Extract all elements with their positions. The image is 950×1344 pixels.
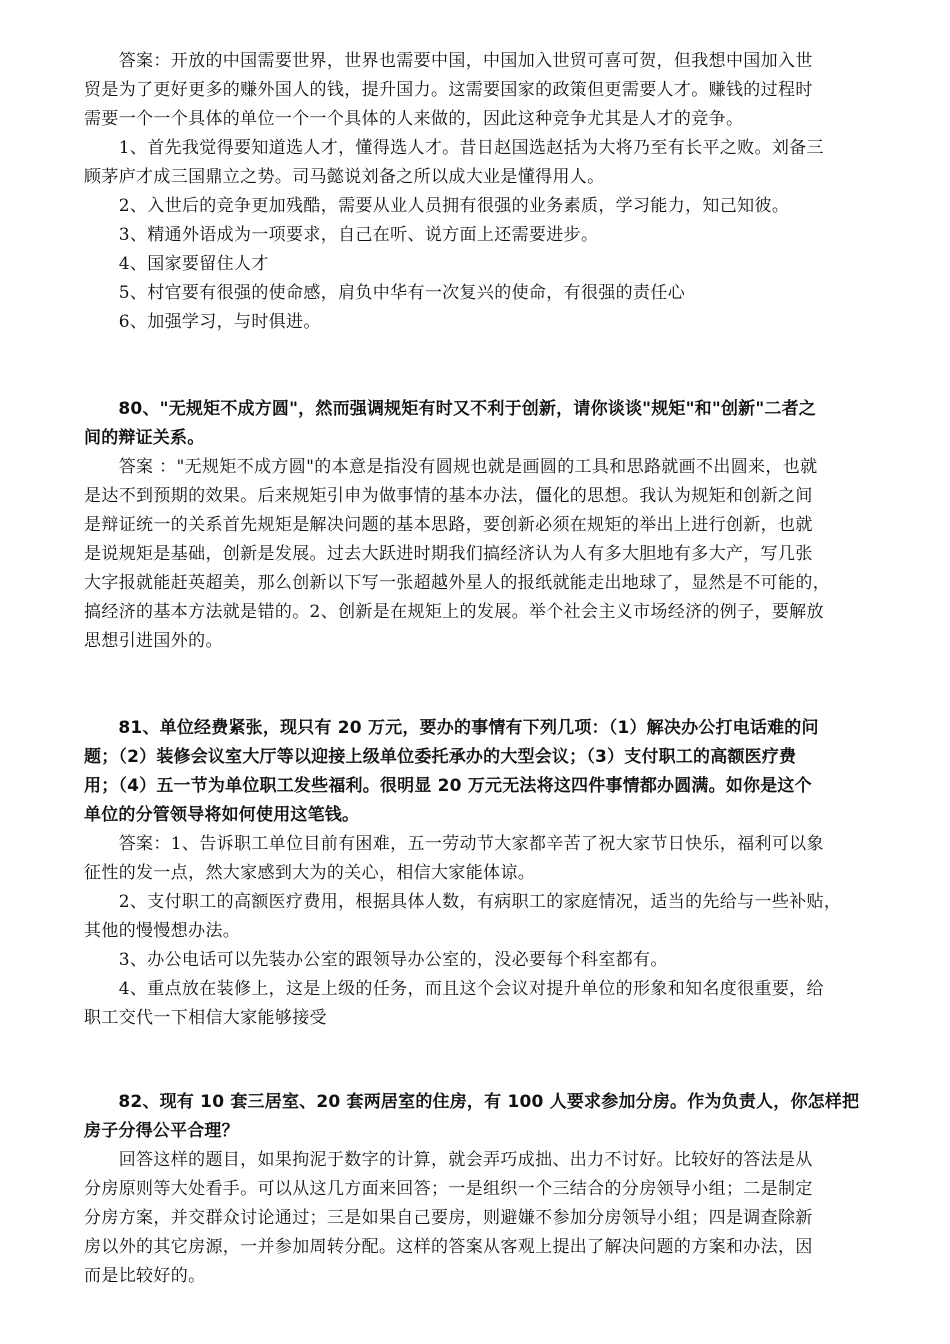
- text-line: 而是比较好的。: [84, 1266, 206, 1286]
- spacer: [84, 656, 882, 714]
- text-line: 回答这样的题目，如果拘泥于数字的计算，就会弄巧成拙、出力不讨好。比较好的答法是从: [84, 1150, 813, 1170]
- question-line: 81、单位经费紧张，现只有 20 万元，要办的事情有下列几项：（1）解决办公打电话难的问: [84, 718, 819, 738]
- text-line: 大字报就能赶英超美，那么创新以下写一张超越外星人的报纸就能走出地球了，显然是不可能的，: [84, 573, 831, 593]
- text-line: 6、加强学习，与时俱进。: [84, 312, 321, 332]
- text-line: 需要一个一个具体的单位一个一个具体的人来做的，因此这种竞争尤其是人才的竞争。: [84, 109, 744, 129]
- answer-80: [84, 453, 882, 656]
- question-81: [84, 714, 882, 830]
- question-line: 单位的分管领导将如何使用这笔钱。: [84, 805, 360, 825]
- spacer: [84, 1033, 882, 1088]
- text-line: 答案：1、告诉职工单位目前有困难，五一劳动节大家都辛苦了祝大家节日快乐，福利可以象: [84, 834, 824, 854]
- text-line: 4、重点放在装修上，这是上级的任务，而且这个会议对提升单位的形象和知名度很重要，给: [84, 979, 824, 999]
- text-line: 2、支付职工的高额医疗费用，根据具体人数，有病职工的家庭情况，适当的先给与一些补贴，: [84, 892, 842, 912]
- spacer: [84, 337, 882, 395]
- text-line: 是说规矩是基础，创新是发展。过去大跃进时期我们搞经济认为人有多大胆地有多大产，写几张: [84, 544, 813, 564]
- question-line: 间的辩证关系。: [84, 428, 205, 448]
- text-line: 分房原则等大处看手。可以从这几方面来回答；一是组织一个三结合的分房领导小组；二是制定: [84, 1179, 813, 1199]
- question-line: 题；（2）装修会议室大厅等以迎接上级单位委托承办的大型会议；（3）支付职工的高额医疗费: [84, 747, 797, 767]
- text-line: 3、办公电话可以先装办公室的跟领导办公室的，没必要每个科室都有。: [84, 950, 668, 970]
- text-line: 4、国家要留住人才: [84, 254, 269, 274]
- text-line: 是辩证统一的关系首先规矩是解决问题的基本思路，要创新必须在规矩的举出上进行创新，也就: [84, 515, 813, 535]
- question-82: [84, 1088, 882, 1146]
- text-line: 答案 ："无规矩不成方圆"的本意是指没有圆规也就是画圆的工具和思路就画不出圆来，也就: [84, 457, 818, 477]
- answer-82: [84, 1146, 882, 1291]
- text-line: 房以外的其它房源，一并参加周转分配。这样的答案从客观上提出了解决问题的方案和办法，因: [84, 1237, 813, 1257]
- question-line: 82、现有 10 套三居室、20 套两居室的住房，有 100 人要求参加分房。作为负责人，你怎样把: [84, 1092, 860, 1112]
- text-line: 答案：开放的中国需要世界，世界也需要中国，中国加入世贸可喜可贺，但我想中国加入世: [84, 51, 813, 71]
- text-line: 3、精通外语成为一项要求，自己在听、说方面上还需要进步。: [84, 225, 599, 245]
- text-line: 职工交代一下相信大家能够接受: [84, 1008, 327, 1028]
- text-line: 思想引进国外的。: [84, 631, 223, 651]
- text-line: 其他的慢慢想办法。: [84, 921, 241, 941]
- text-line: 是达不到预期的效果。后来规矩引申为做事情的基本办法，僵化的思想。我认为规矩和创新之间: [84, 486, 813, 506]
- text-line: 搞经济的基本方法就是错的。2、创新是在规矩上的发展。举个社会主义市场经济的例子，要解放: [84, 602, 824, 622]
- answer-81: [84, 830, 882, 1033]
- text-line: 2、入世后的竞争更加残酷，需要从业人员拥有很强的业务素质，学习能力，知己知彼。: [84, 196, 790, 216]
- question-line: 80、"无规矩不成方圆"，然而强调规矩有时又不利于创新，请你谈谈"规矩"和"创新"二者之: [84, 399, 816, 419]
- text-line: 征性的发一点，然大家感到大为的关心，相信大家能体谅。: [84, 863, 536, 883]
- question-line: 用；（4）五一节为单位职工发些福利。很明显 20 万元无法将这四件事情都办圆满。如你是这个: [84, 776, 812, 796]
- question-line: 房子分得公平合理？: [84, 1121, 239, 1141]
- answer-79: [84, 47, 882, 337]
- text-line: 顾茅庐才成三国鼎立之势。司马懿说刘备之所以成大业是懂得用人。: [84, 167, 605, 187]
- text-line: 5、村官要有很强的使命感，肩负中华有一次复兴的使命，有很强的责任心: [84, 283, 686, 303]
- question-80: [84, 395, 882, 453]
- text-line: 分房方案，并交群众讨论通过；三是如果自己要房，则避嫌不参加分房领导小组；四是调查除新: [84, 1208, 813, 1228]
- text-line: 贸是为了更好更多的赚外国人的钱，提升国力。这需要国家的政策但更需要人才。赚钱的过程时: [84, 80, 813, 100]
- text-line: 1、首先我觉得要知道选人才，懂得选人才。昔日赵国选赵括为大将乃至有长平之败。刘备三: [84, 138, 824, 158]
